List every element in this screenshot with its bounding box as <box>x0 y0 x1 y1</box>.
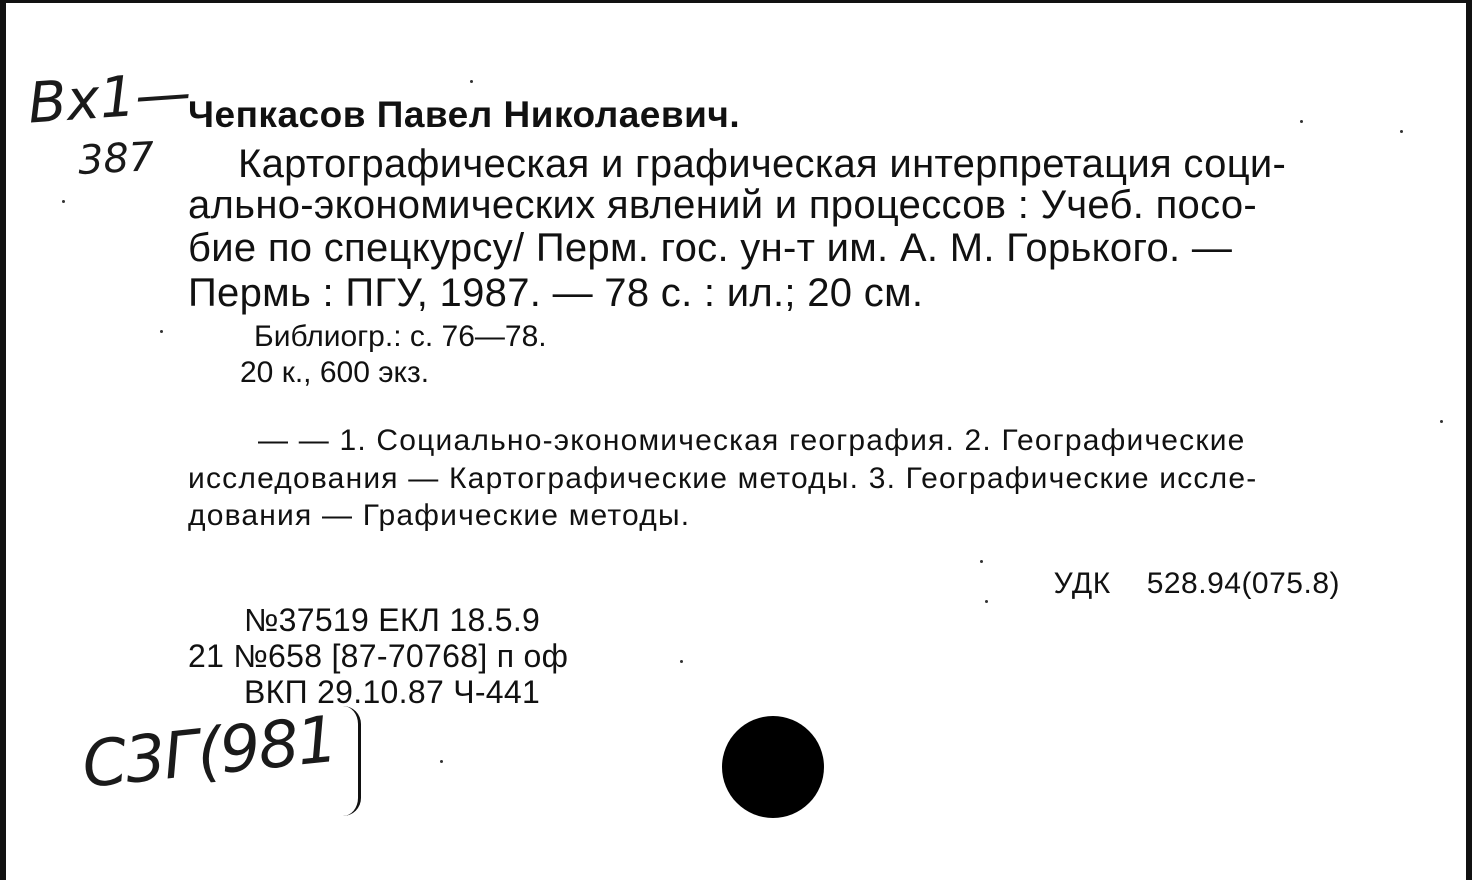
print-speck <box>980 560 983 563</box>
handwritten-shelf-number: 387 <box>76 134 156 184</box>
print-speck <box>680 660 683 663</box>
handwritten-classification-code: С3Г(981 <box>78 702 340 804</box>
registration-line-1: №37519 ЕКЛ 18.5.9 <box>244 602 541 638</box>
subject-headings-line-2: исследования — Картографические методы. 3. Географические иссле- <box>188 462 1258 495</box>
print-speck <box>1300 120 1303 123</box>
print-speck <box>470 80 473 83</box>
print-speck <box>62 200 65 203</box>
print-speck <box>160 330 163 333</box>
card-punch-hole <box>722 716 824 818</box>
handwritten-shelf-mark: Вх1— <box>25 60 194 137</box>
author-name: Чепкасов Павел Николаевич. <box>188 94 741 135</box>
title-line-1: Картографическая и графическая интерпретация соци- <box>238 142 1287 186</box>
subject-headings-line-3: дования — Графические методы. <box>188 499 691 532</box>
bibliography-note: Библиогр.: с. 76—78. <box>254 320 547 353</box>
print-speck <box>985 600 988 603</box>
registration-line-3: ВКП 29.10.87 Ч-441 <box>244 674 541 710</box>
print-speck <box>1440 420 1443 423</box>
subject-headings-line-1: — — 1. Социально-экономическая география. 2. Географические <box>258 424 1246 457</box>
title-line-2: ально-экономических явлений и процессов : Учеб. посо- <box>188 183 1257 227</box>
title-line-4: Пермь : ПГУ, 1987. — 78 с. : ил.; 20 см. <box>188 271 924 315</box>
card-top-edge <box>0 0 1472 3</box>
card-left-edge <box>0 0 6 880</box>
udc-classification <box>1054 567 1340 601</box>
udc-label: УДК <box>1053 567 1111 600</box>
print-speck <box>440 760 443 763</box>
handwritten-bracket <box>336 706 361 816</box>
print-speck <box>1400 130 1403 133</box>
title-line-3: бие по спецкурсу/ Перм. гос. ун-т им. А. М. Горького. — <box>188 226 1233 270</box>
card-right-edge <box>1466 0 1472 880</box>
registration-line-2: 21 №658 [87-70768] п оф <box>188 638 569 674</box>
price-print-run-note: 20 к., 600 экз. <box>240 356 430 389</box>
udc-value: 528.94(075.8) <box>1146 567 1340 600</box>
